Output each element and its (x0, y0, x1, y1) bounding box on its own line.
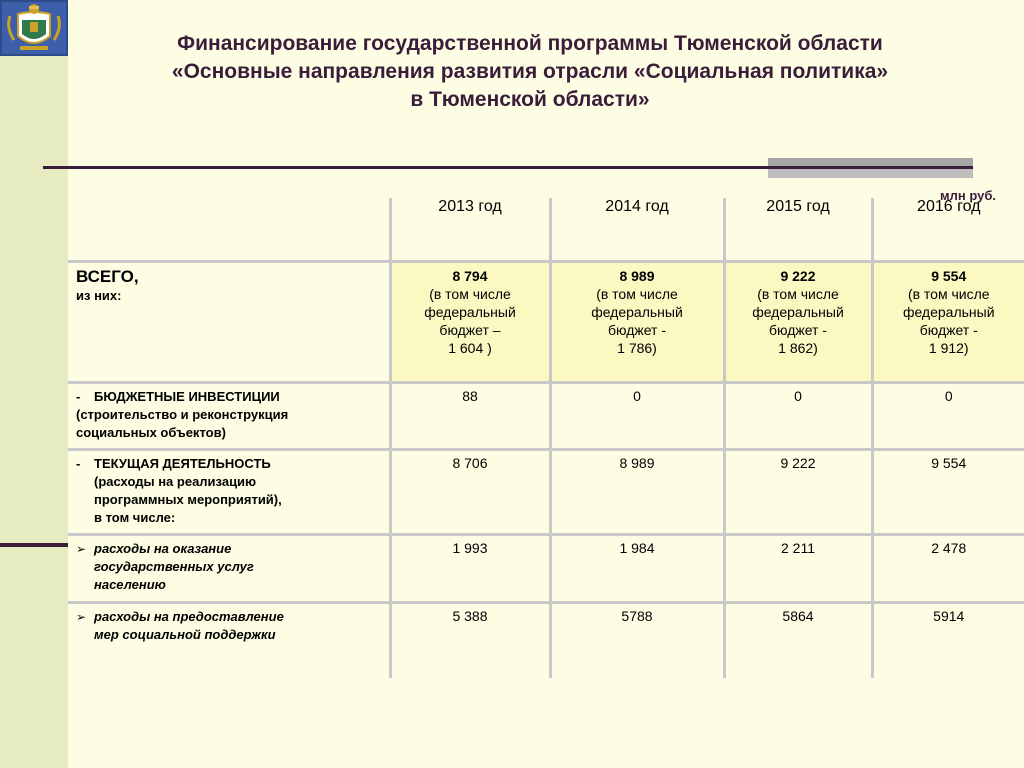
row-title: расходы на оказание (94, 541, 232, 556)
total-cell (724, 262, 872, 383)
value-cell: 2 211 (724, 535, 872, 603)
dash-marker: - (76, 456, 81, 471)
total-note: (в том числе (757, 286, 839, 302)
title-line-3: в Тюменской области» (410, 88, 650, 111)
table-row (68, 535, 1024, 603)
header-row (68, 198, 1024, 262)
value-cell: 5788 (550, 603, 724, 679)
coat-of-arms-icon (0, 0, 68, 56)
total-label: ВСЕГО, (76, 267, 139, 286)
value-cell: 5864 (724, 603, 872, 679)
table-row (68, 383, 1024, 450)
total-note: федеральный (424, 304, 516, 320)
row-label-cell (68, 535, 390, 603)
table-row (68, 450, 1024, 535)
total-note: федеральный (902, 304, 995, 320)
value-cell: 8 706 (390, 450, 550, 535)
total-note: 1 604 ) (448, 340, 492, 356)
title-divider (43, 166, 973, 169)
value-cell: 1 993 (390, 535, 550, 603)
page-title (80, 30, 980, 114)
total-note: бюджет – (439, 322, 501, 338)
total-note: (в том числе (596, 286, 678, 302)
units-label: млн руб. (940, 188, 996, 203)
row-label-cell (68, 383, 390, 450)
year-header: 2014 год (550, 198, 724, 262)
value-cell: 88 (390, 383, 550, 450)
total-value: 9 554 (931, 268, 967, 284)
header-blank-cell (68, 198, 390, 262)
arrow-bullet-icon: ➢ (76, 610, 87, 624)
value-cell: 8 989 (550, 450, 724, 535)
total-note: бюджет - (919, 322, 978, 338)
value-cell: 5 388 (390, 603, 550, 679)
accent-bar-lower (768, 169, 973, 178)
row-detail: программных мероприятий), (94, 492, 282, 507)
row-detail: мер социальной поддержки (94, 627, 276, 642)
row-detail: (расходы на реализацию (94, 474, 257, 489)
total-value: 8 794 (452, 268, 488, 284)
total-note: 1 912) (928, 340, 969, 356)
value-cell: 0 (724, 383, 872, 450)
value-cell: 2 478 (872, 535, 1024, 603)
total-value: 8 989 (619, 268, 655, 284)
row-detail: в том числе: (94, 510, 176, 525)
table-row (68, 603, 1024, 679)
total-label-cell (68, 262, 390, 383)
row-title: БЮДЖЕТНЫЕ ИНВЕСТИЦИИ (94, 389, 280, 404)
arrow-bullet-icon: ➢ (76, 542, 87, 556)
row-detail: государственных услуг (94, 559, 254, 574)
row-title: расходы на предоставление (94, 609, 284, 624)
total-cell (390, 262, 550, 383)
title-line-1: Финансирование государственной программы Тюменской области (177, 32, 883, 55)
total-note: федеральный (591, 304, 683, 320)
total-note: бюджет - (768, 322, 828, 338)
dash-marker: - (76, 389, 81, 404)
left-divider (0, 543, 68, 547)
row-label-cell (68, 450, 390, 535)
value-cell: 9 222 (724, 450, 872, 535)
title-line-2: «Основные направления развития отрасли «Социальная политика» (171, 60, 889, 83)
total-note: 1 786) (617, 340, 657, 356)
value-cell: 9 554 (872, 450, 1024, 535)
total-row (68, 262, 1024, 383)
row-detail: социальных объектов) (76, 425, 226, 440)
value-cell: 0 (872, 383, 1024, 450)
total-note: бюджет - (607, 322, 667, 338)
row-detail: населению (94, 577, 166, 592)
year-header: 2015 год (724, 198, 872, 262)
total-value: 9 222 (780, 268, 816, 284)
value-cell: 0 (550, 383, 724, 450)
financing-table (68, 198, 1024, 678)
row-detail: (строительство и реконструкция (76, 407, 289, 422)
total-note: (в том числе (429, 286, 511, 302)
value-cell: 1 984 (550, 535, 724, 603)
total-note: (в том числе (907, 286, 990, 302)
row-label-cell (68, 603, 390, 679)
total-note: 1 862) (778, 340, 818, 356)
value-cell: 5914 (872, 603, 1024, 679)
total-sublabel: из них: (76, 288, 122, 303)
total-note: федеральный (752, 304, 844, 320)
total-cell (550, 262, 724, 383)
left-band (0, 0, 68, 768)
year-header: 2016 год (872, 198, 1024, 262)
year-header: 2013 год (390, 198, 550, 262)
row-title: ТЕКУЩАЯ ДЕЯТЕЛЬНОСТЬ (94, 456, 271, 471)
total-cell (872, 262, 1024, 383)
